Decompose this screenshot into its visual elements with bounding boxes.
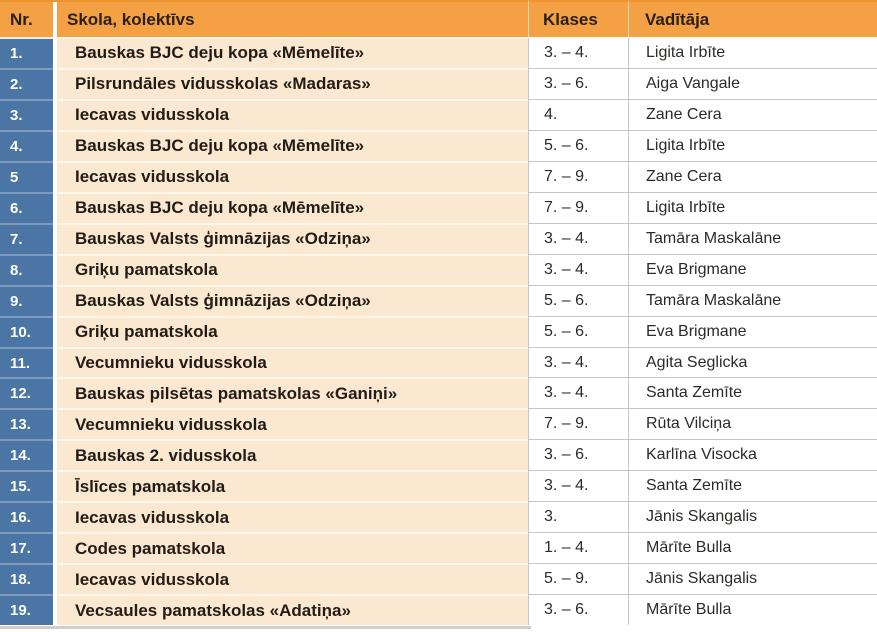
classes-range-cell: 7. – 9. (528, 408, 628, 439)
table-row (0, 408, 877, 439)
leader-name-cell: Agita Seglicka (628, 347, 877, 378)
school-name-cell: Griķu pamatskola (57, 316, 528, 347)
classes-range-cell: 7. – 9. (528, 192, 628, 223)
classes-range-cell: 3. – 6. (528, 439, 628, 470)
row-number-cell: 2. (0, 68, 53, 99)
row-number-cell: 15. (0, 470, 53, 501)
leader-name-cell: Ligita Irbīte (628, 37, 877, 68)
leader-name-cell: Aiga Vangale (628, 68, 877, 99)
table-row (0, 316, 877, 347)
table-row (0, 439, 877, 470)
row-number-cell: 6. (0, 192, 53, 223)
school-name-cell: Bauskas BJC deju kopa «Mēmelīte» (57, 37, 528, 68)
school-name-cell: Griķu pamatskola (57, 254, 528, 285)
school-name-cell: Bauskas BJC deju kopa «Mēmelīte» (57, 130, 528, 161)
classes-range-cell: 3. – 6. (528, 594, 628, 625)
classes-range-cell: 3. – 4. (528, 470, 628, 501)
header-nr: Nr. (0, 0, 53, 37)
row-number-cell: 3. (0, 99, 53, 130)
school-name-cell: Bauskas pilsētas pamatskolas «Ganiņi» (57, 377, 528, 408)
row-number-cell: 4. (0, 130, 53, 161)
school-name-cell: Iecavas vidusskola (57, 563, 528, 594)
row-number-cell: 5 (0, 161, 53, 192)
school-name-cell: Bauskas 2. vidusskola (57, 439, 528, 470)
table-row (0, 68, 877, 99)
school-name-cell: Iecavas vidusskola (57, 161, 528, 192)
classes-range-cell: 4. (528, 99, 628, 130)
classes-range-cell: 5. – 6. (528, 130, 628, 161)
row-number-cell: 12. (0, 377, 53, 408)
classes-range-cell: 3. (528, 501, 628, 532)
table-row (0, 223, 877, 254)
leader-name-cell: Eva Brigmane (628, 254, 877, 285)
header-vaditaja: Vadītāja (628, 0, 877, 37)
leader-name-cell: Rūta Vilciņa (628, 408, 877, 439)
school-name-cell: Bauskas BJC deju kopa «Mēmelīte» (57, 192, 528, 223)
classes-range-cell: 7. – 9. (528, 161, 628, 192)
leader-name-cell: Tamāra Maskalāne (628, 223, 877, 254)
classes-range-cell: 3. – 4. (528, 347, 628, 378)
leader-name-cell: Santa Zemīte (628, 377, 877, 408)
table-bottom-shadow (0, 626, 531, 629)
row-number-cell: 14. (0, 439, 53, 470)
table-row (0, 254, 877, 285)
header-klases: Klases (528, 0, 628, 37)
school-name-cell: Iecavas vidusskola (57, 501, 528, 532)
school-name-cell: Vecsaules pamatskolas «Adatiņa» (57, 594, 528, 625)
row-number-cell: 10. (0, 316, 53, 347)
classes-range-cell: 3. – 4. (528, 223, 628, 254)
leader-name-cell: Ligita Irbīte (628, 192, 877, 223)
table-row (0, 470, 877, 501)
table-row (0, 130, 877, 161)
row-number-cell: 9. (0, 285, 53, 316)
table-row (0, 563, 877, 594)
row-number-cell: 16. (0, 501, 53, 532)
leader-name-cell: Karlīna Visocka (628, 439, 877, 470)
row-number-cell: 19. (0, 594, 53, 625)
leader-name-cell: Jānis Skangalis (628, 501, 877, 532)
row-number-cell: 8. (0, 254, 53, 285)
leader-name-cell: Ligita Irbīte (628, 130, 877, 161)
row-number-cell: 18. (0, 563, 53, 594)
table-row (0, 192, 877, 223)
row-number-cell: 13. (0, 408, 53, 439)
classes-range-cell: 3. – 4. (528, 377, 628, 408)
school-name-cell: Bauskas Valsts ģimnāzijas «Odziņa» (57, 223, 528, 254)
classes-range-cell: 1. – 4. (528, 532, 628, 563)
classes-range-cell: 5. – 6. (528, 285, 628, 316)
classes-range-cell: 3. – 4. (528, 37, 628, 68)
school-name-cell: Codes pamatskola (57, 532, 528, 563)
table-row (0, 161, 877, 192)
leader-name-cell: Zane Cera (628, 161, 877, 192)
header-skola: Skola, kolektīvs (57, 0, 528, 37)
row-number-cell: 1. (0, 37, 53, 68)
leader-name-cell: Mārīte Bulla (628, 594, 877, 625)
table-row (0, 285, 877, 316)
table-row (0, 37, 877, 68)
school-name-cell: Īslīces pamatskola (57, 470, 528, 501)
table-row (0, 347, 877, 378)
table-body (0, 37, 877, 625)
row-number-cell: 17. (0, 532, 53, 563)
row-number-cell: 11. (0, 347, 53, 378)
school-name-cell: Iecavas vidusskola (57, 99, 528, 130)
table-row (0, 501, 877, 532)
school-name-cell: Vecumnieku vidusskola (57, 408, 528, 439)
table-row (0, 99, 877, 130)
school-name-cell: Pilsrundāles vidusskolas «Madaras» (57, 68, 528, 99)
classes-range-cell: 5. – 9. (528, 563, 628, 594)
classes-range-cell: 3. – 6. (528, 68, 628, 99)
table-row (0, 532, 877, 563)
classes-range-cell: 5. – 6. (528, 316, 628, 347)
school-name-cell: Bauskas Valsts ģimnāzijas «Odziņa» (57, 285, 528, 316)
row-number-cell: 7. (0, 223, 53, 254)
leader-name-cell: Santa Zemīte (628, 470, 877, 501)
school-name-cell: Vecumnieku vidusskola (57, 347, 528, 378)
leader-name-cell: Eva Brigmane (628, 316, 877, 347)
leader-name-cell: Zane Cera (628, 99, 877, 130)
classes-range-cell: 3. – 4. (528, 254, 628, 285)
leader-name-cell: Mārīte Bulla (628, 532, 877, 563)
table-row (0, 377, 877, 408)
leader-name-cell: Jānis Skangalis (628, 563, 877, 594)
leader-name-cell: Tamāra Maskalāne (628, 285, 877, 316)
table-header-row (0, 0, 877, 37)
table-row (0, 594, 877, 625)
